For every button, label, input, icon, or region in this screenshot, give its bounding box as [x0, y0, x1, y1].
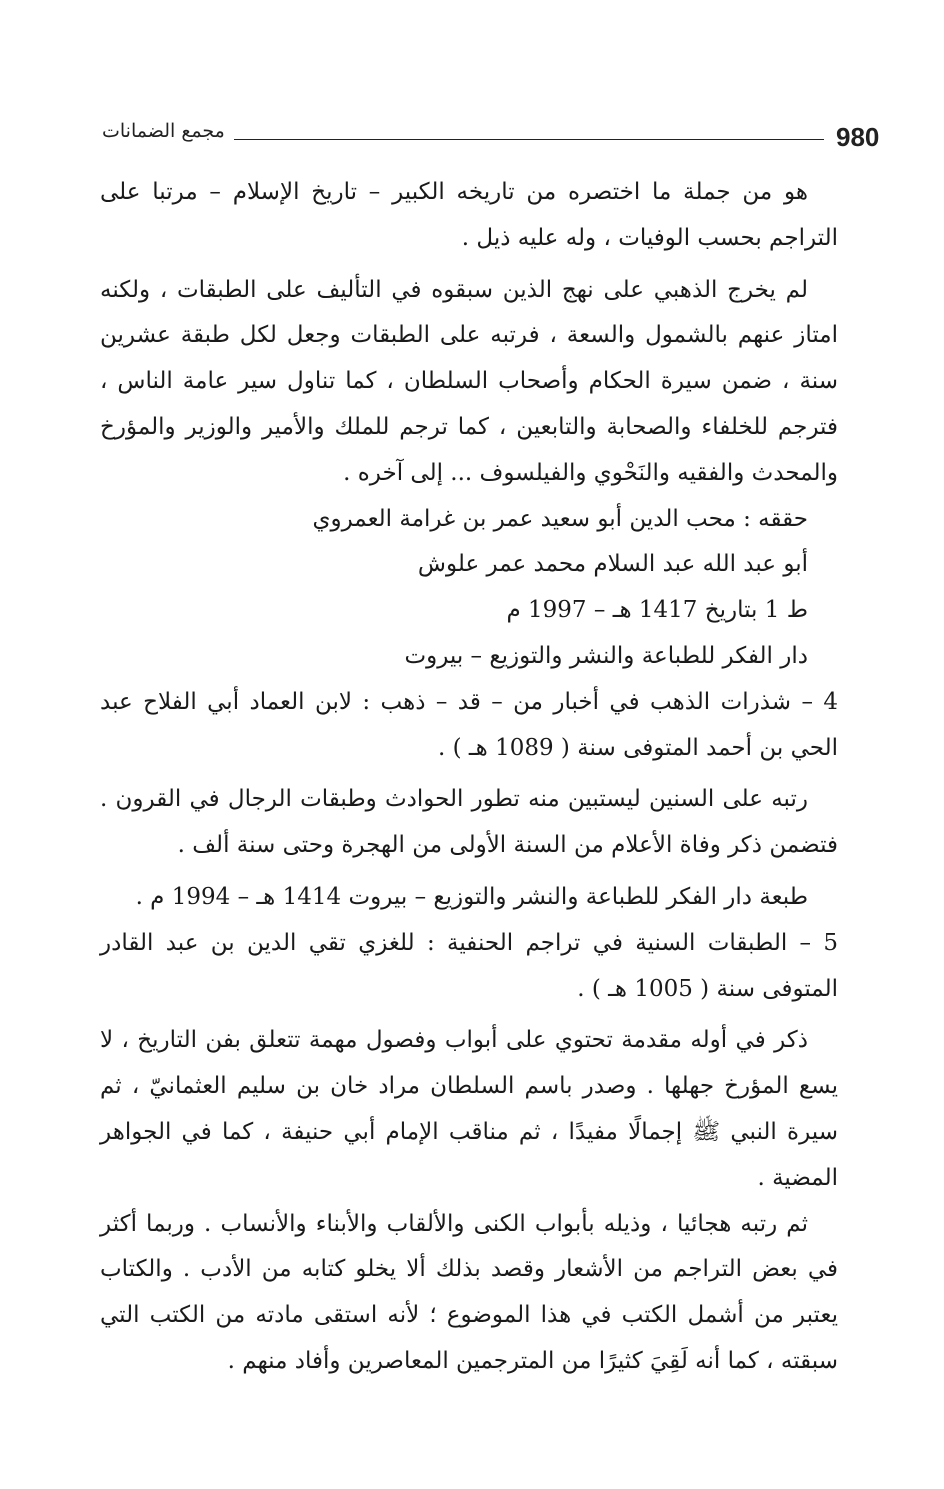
running-title: مجمع الضمانات: [102, 120, 225, 142]
page-number: 980: [836, 122, 880, 152]
edition-line: ط 1 بتاريخ 1417 هـ – 1997 م: [506, 597, 808, 624]
editor-line-1: حققه : محب الدين أبو سعيد عمر بن غرامة العمروي: [312, 505, 808, 532]
entry-4-description: رتبه على السنين ليستبين منه تطور الحوادث وطبقات الرجال في القرون . فتضمن ذكر وفاة الأعلام من السنة الأولى من الهجرة وحتى سنة ألف .: [100, 786, 838, 859]
page-body: [100, 170, 838, 1385]
entry-5-title: 5 – الطبقات السنية في تراجم الحنفية : للغزي تقي الدين بن عبد القادر المتوفى سنة ( 1005 هـ ) .: [100, 929, 838, 1002]
running-header: [102, 118, 880, 158]
publisher-line: دار الفكر للطباعة والنشر والتوزيع – بيروت: [404, 642, 808, 669]
paragraph-dhahabi-method: لم يخرج الذهبي على نهج الذين سبقوه في التأليف على الطبقات ، ولكنه امتاز عنهم بالشمول والسعة ، فرتبه على الطبقات وجعل لكل طبقة عشرين سنة ، ضمن سيرة الحكام وأصحاب السلطان ، كما تناول سير عامة الناس ، فترجم للخلفاء والصحابة والتابعين ، كما ترجم للملك والأمير والوزير والمؤرخ والمحدث والفقيه والنَحْوي والفيلسوف ... إلى آخره .: [100, 276, 838, 486]
paragraph-intro: هو من جملة ما اختصره من تاريخه الكبير – تاريخ الإسلام – مرتبا على التراجم بحسب الوفيات ، وله عليه ذيل .: [100, 179, 838, 251]
entry-4-edition: طبعة دار الفكر للطباعة والنشر والتوزيع – بيروت 1414 هـ – 1994 م .: [135, 883, 808, 910]
entry-5-description: ذكر في أوله مقدمة تحتوي على أبواب وفصول مهمة تتعلق بفن التاريخ ، لا يسع المؤرخ جهلها . وصدر باسم السلطان مراد خان بن سليم العثمانيّ ، ثم سيرة النبي ﷺ إجمالًا مفيدًا ، ثم مناقب الإمام أبي حنيفة ، كما في الجواهر المضية .: [100, 1027, 838, 1191]
editor-line-2: أبو عبد الله عبد السلام محمد عمر علوش: [417, 551, 808, 578]
entry-5-arrangement: ثم رتبه هجائيا ، وذيله بأبواب الكنى والألقاب والأبناء والأنساب . وربما أكثر في بعض التراجم من الأشعار وقصد بذلك ألا يخلو كتابه من الأدب . والكتاب يعتبر من أشمل الكتب في هذا الموضوع ؛ لأنه استقى مادته من الكتب التي سبقته ، كما أنه لَقِيَ كثيرًا من المترجمين المعاصرين وأفاد منهم .: [100, 1210, 838, 1374]
entry-4-title: 4 – شذرات الذهب في أخبار من – قد – ذهب : لابن العماد أبي الفلاح عبد الحي بن أحمد المتوفى سنة ( 1089 هـ ) .: [100, 688, 838, 761]
header-rule: [234, 139, 824, 140]
